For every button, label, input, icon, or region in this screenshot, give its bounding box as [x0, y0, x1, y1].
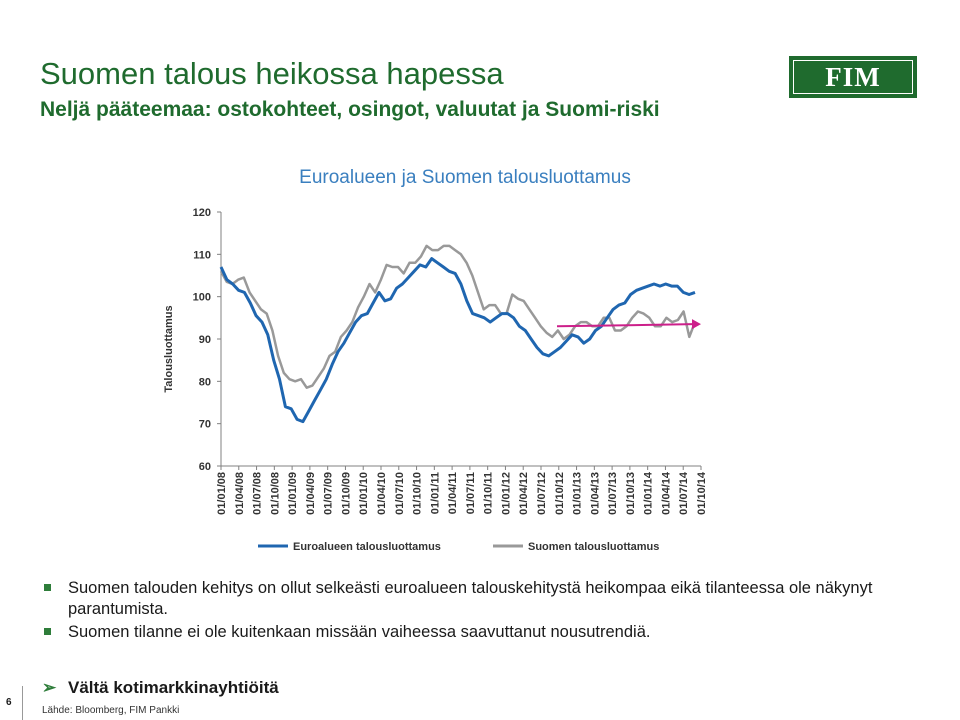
x-tick-label: 01/07/12: [536, 472, 548, 515]
x-tick-label: 01/07/11: [464, 472, 477, 515]
y-tick-label: 120: [192, 207, 211, 219]
finland-line: [221, 246, 695, 388]
x-tick-label: 01/01/13: [571, 472, 584, 515]
slide-subtitle: Neljä pääteemaa: ostokohteet, osingot, valuutat ja Suomi-riski: [40, 98, 660, 121]
x-tick-label: 01/01/12: [500, 472, 513, 515]
x-tick-label: 01/04/08: [233, 472, 246, 515]
x-tick-label: 01/01/10: [358, 472, 371, 515]
y-tick-label: 110: [193, 249, 211, 262]
y-tick-label: 90: [198, 334, 211, 346]
y-axis-label: Talousluottamus: [163, 305, 175, 393]
bullet-list: [42, 578, 922, 645]
x-tick-label: 01/04/12: [518, 472, 531, 515]
x-tick-label: 01/04/10: [376, 472, 388, 515]
x-tick-label: 01/10/14: [696, 472, 708, 515]
x-tick-label: 01/01/14: [642, 471, 655, 515]
legend-label-euro: Euroalueen talousluottamus: [293, 541, 441, 553]
x-tick-label: 01/01/08: [216, 472, 228, 515]
x-tick-label: 01/10/10: [411, 472, 424, 515]
page-number: 6: [6, 697, 12, 708]
x-tick-label: 01/10/11: [482, 472, 495, 515]
footer-divider: [22, 686, 23, 720]
x-tick-label: 01/04/11: [447, 472, 460, 515]
highlight-item: [42, 678, 279, 698]
confidence-line-chart: [150, 200, 730, 565]
y-tick-label: 80: [198, 376, 211, 389]
x-tick-label: 01/07/13: [607, 472, 620, 515]
x-tick-label: 01/07/10: [393, 472, 406, 515]
y-tick-label: 70: [198, 418, 211, 431]
highlight-text: Vältä kotimarkkinayhtiöitä: [68, 678, 279, 697]
fim-logo: FIM: [789, 56, 917, 98]
euro-area-line: [221, 259, 695, 422]
x-tick-label: 01/10/13: [624, 472, 637, 515]
trend-arrowhead: [692, 319, 701, 329]
slide-title: Suomen talous heikossa hapessa: [40, 56, 504, 91]
y-tick-label: 60: [198, 461, 211, 473]
y-tick-label: 100: [192, 291, 211, 304]
x-tick-label: 01/04/13: [589, 472, 602, 515]
arrow-bullet-icon: ➢: [42, 678, 57, 697]
x-tick-label: 01/07/14: [678, 472, 691, 515]
x-tick-label: 01/10/09: [340, 472, 353, 515]
bullet-item: Suomen talouden kehitys on ollut selkeästi euroalueen talouskehitystä heikompaa eikä tilanteessa ole näkynyt parantumista.: [42, 578, 922, 620]
x-tick-label: 01/01/11: [429, 472, 442, 515]
source-note: Lähde: Bloomberg, FIM Pankki: [42, 705, 180, 716]
legend-label-finland: Suomen talousluottamus: [528, 541, 660, 553]
x-tick-label: 01/04/14: [660, 472, 673, 515]
x-tick-label: 01/07/08: [251, 472, 264, 515]
bullet-item: Suomen tilanne ei ole kuitenkaan missään vaiheessa saavuttanut nousutrendiä.: [42, 622, 922, 643]
x-tick-label: 01/01/09: [287, 472, 300, 515]
x-tick-label: 01/04/09: [304, 472, 317, 515]
x-tick-label: 01/10/08: [269, 472, 282, 515]
x-tick-label: 01/07/09: [322, 472, 335, 515]
chart-title: Euroalueen ja Suomen talousluottamus: [299, 167, 631, 188]
x-tick-label: 01/10/12: [553, 472, 566, 515]
